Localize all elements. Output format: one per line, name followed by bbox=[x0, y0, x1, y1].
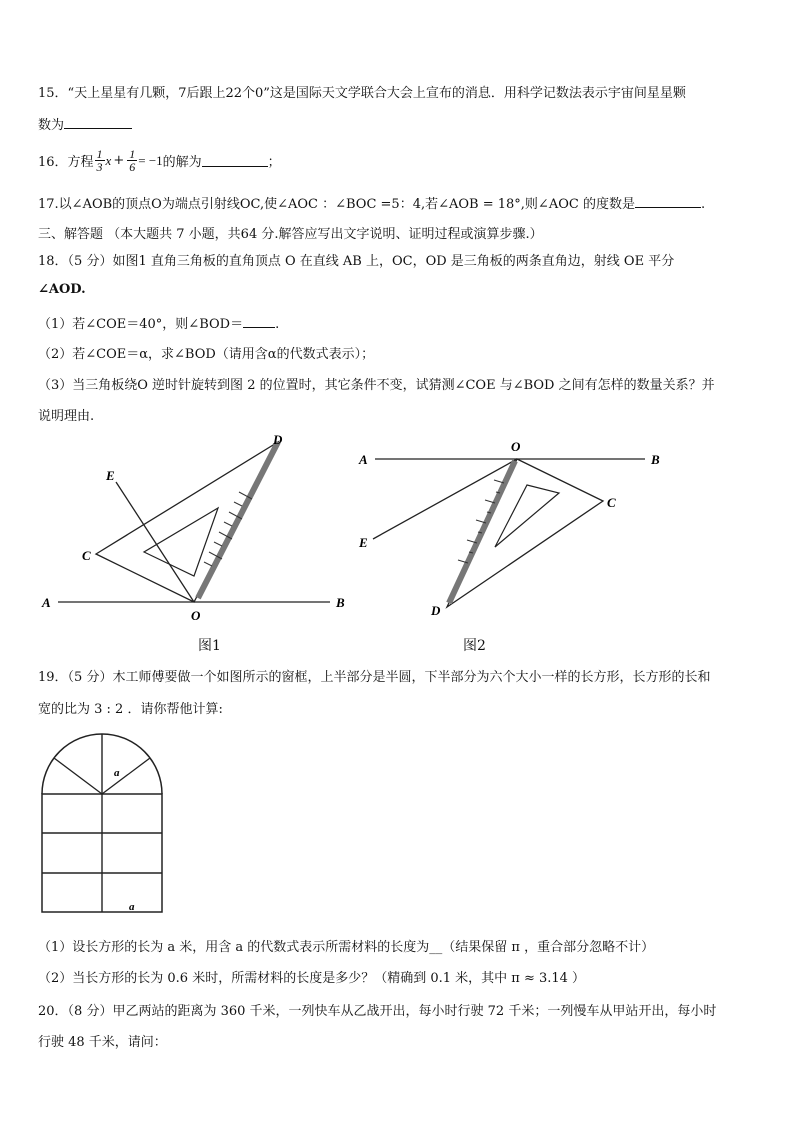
fig1-caption: 图1 bbox=[198, 638, 221, 654]
window-radius-left bbox=[54, 758, 102, 794]
q20-line2: 行驶 48 千米，请问： bbox=[38, 1035, 167, 1050]
fig2-label-e: E bbox=[359, 535, 368, 550]
fig1-triangle-outer bbox=[96, 442, 278, 602]
fig2-ruler-ticks bbox=[458, 480, 504, 563]
q15-answer-blank bbox=[64, 116, 132, 129]
q18-answer-blank bbox=[243, 315, 275, 328]
window-frame-figure bbox=[36, 728, 172, 918]
q16-fraction-2: $\frac{1}{6}$ bbox=[129, 147, 136, 174]
fig2-ruler-edge bbox=[449, 461, 515, 603]
q16-fraction-1: $\frac{1}{3}$ bbox=[96, 147, 103, 174]
q16-answer-blank bbox=[202, 154, 268, 167]
q18-part2: （2）若∠COE＝α，求∠BOD（请用含α的代数式表示）； bbox=[38, 347, 375, 362]
q16-plus: + bbox=[113, 153, 125, 168]
q17-line bbox=[38, 193, 705, 212]
fig1-ruler-edge bbox=[198, 442, 278, 598]
q16-end: ； bbox=[267, 155, 281, 170]
q19-part2: （2）当长方形的长为 0.6 米时，所需材料的长度是多少？（精确到 0.1 米，其中 π ≈ 3.14 ） bbox=[38, 971, 586, 986]
q19-line1: 19．（5 分）木工师傅要做一个如图所示的窗框，上半部分是半圆，下半部分为六个大小一样的长方形，长方形的长和 bbox=[38, 670, 711, 685]
fig1-label-a: A bbox=[42, 595, 51, 610]
q18-part3-line2: 说明理由. bbox=[38, 409, 95, 424]
q18-part1-text: （1）若∠COE＝40°，则∠BOD＝ bbox=[38, 317, 244, 332]
q18-part1-end: . bbox=[275, 317, 280, 332]
q18-line1: 18．（5 分）如图1 直角三角板的直角顶点 O 在直线 AB 上，OC，OD 是三角板的两条直角边，射线 OE 平分 bbox=[38, 254, 675, 269]
q17-text: 17.以∠AOB的顶点O为端点引射线OC,使∠AOC ：∠BOC =5：4,若∠AOB = 18°,则∠AOC 的度数是 bbox=[38, 197, 635, 212]
q15-line2 bbox=[38, 114, 132, 133]
fig2-triangle-outer bbox=[447, 459, 603, 607]
q16-equals: = −1 bbox=[138, 152, 163, 168]
q19-part1: （1）设长方形的长为 a 米，用含 a 的代数式表示所需材料的长度为__（结果保留 π ，重合部分忽略不计） bbox=[38, 940, 655, 955]
figure-2 bbox=[355, 435, 685, 625]
section-3-heading: 三、解答题 （本大题共 7 小题，共64 分.解答应写出文字说明、证明过程或演算步骤.） bbox=[38, 227, 543, 242]
fig2-label-a: A bbox=[359, 452, 368, 467]
fig1-label-c: C bbox=[82, 548, 91, 563]
fig1-label-d: D bbox=[273, 432, 283, 447]
window-label-a-bottom: a bbox=[129, 901, 135, 913]
q18-part1 bbox=[38, 313, 279, 332]
q16-line bbox=[38, 148, 281, 173]
q20-line1: 20．（8 分）甲乙两站的距离为 360 千米，一列快车从乙战开出，每小时行驶 72 千米；一列慢车从甲站开出，每小时 bbox=[38, 1004, 717, 1019]
q16-suffix: 的解为 bbox=[162, 155, 202, 170]
fig2-label-o: O bbox=[511, 439, 521, 454]
fig1-label-b: B bbox=[336, 595, 345, 610]
q15-line1: 15．“天上星星有几颗，7后跟上22个0”这是国际天文学联合大会上宣布的消息．用科学记数法表示宇宙间星星颗 bbox=[38, 86, 686, 101]
fig2-label-d: D bbox=[431, 603, 441, 618]
q15-prefix: 数为 bbox=[38, 118, 65, 133]
fig2-caption: 图2 bbox=[463, 638, 486, 654]
fig2-label-c: C bbox=[607, 495, 616, 510]
q19-line2: 宽的比为 3 : 2 ．请你帮他计算: bbox=[38, 702, 223, 717]
fig1-label-e: E bbox=[106, 468, 115, 483]
fig1-label-o: O bbox=[191, 608, 201, 623]
fig2-label-b: B bbox=[651, 452, 660, 467]
fig1-ray-oe bbox=[116, 482, 194, 602]
q16-variable: x bbox=[105, 152, 112, 168]
q16-prefix: 16．方程 bbox=[38, 155, 94, 170]
window-label-a-top: a bbox=[114, 767, 120, 779]
figure-1 bbox=[38, 430, 358, 630]
q17-end: . bbox=[700, 197, 706, 212]
q18-part3-line1: （3）当三角板绕O 逆时针旋转到图 2 的位置时，其它条件不变，试猜测∠COE 与∠BOD 之间有怎样的数量关系？并 bbox=[38, 378, 715, 393]
q17-answer-blank bbox=[635, 195, 701, 208]
window-radius-right bbox=[102, 758, 150, 794]
q18-line2: ∠AOD. bbox=[38, 282, 86, 297]
